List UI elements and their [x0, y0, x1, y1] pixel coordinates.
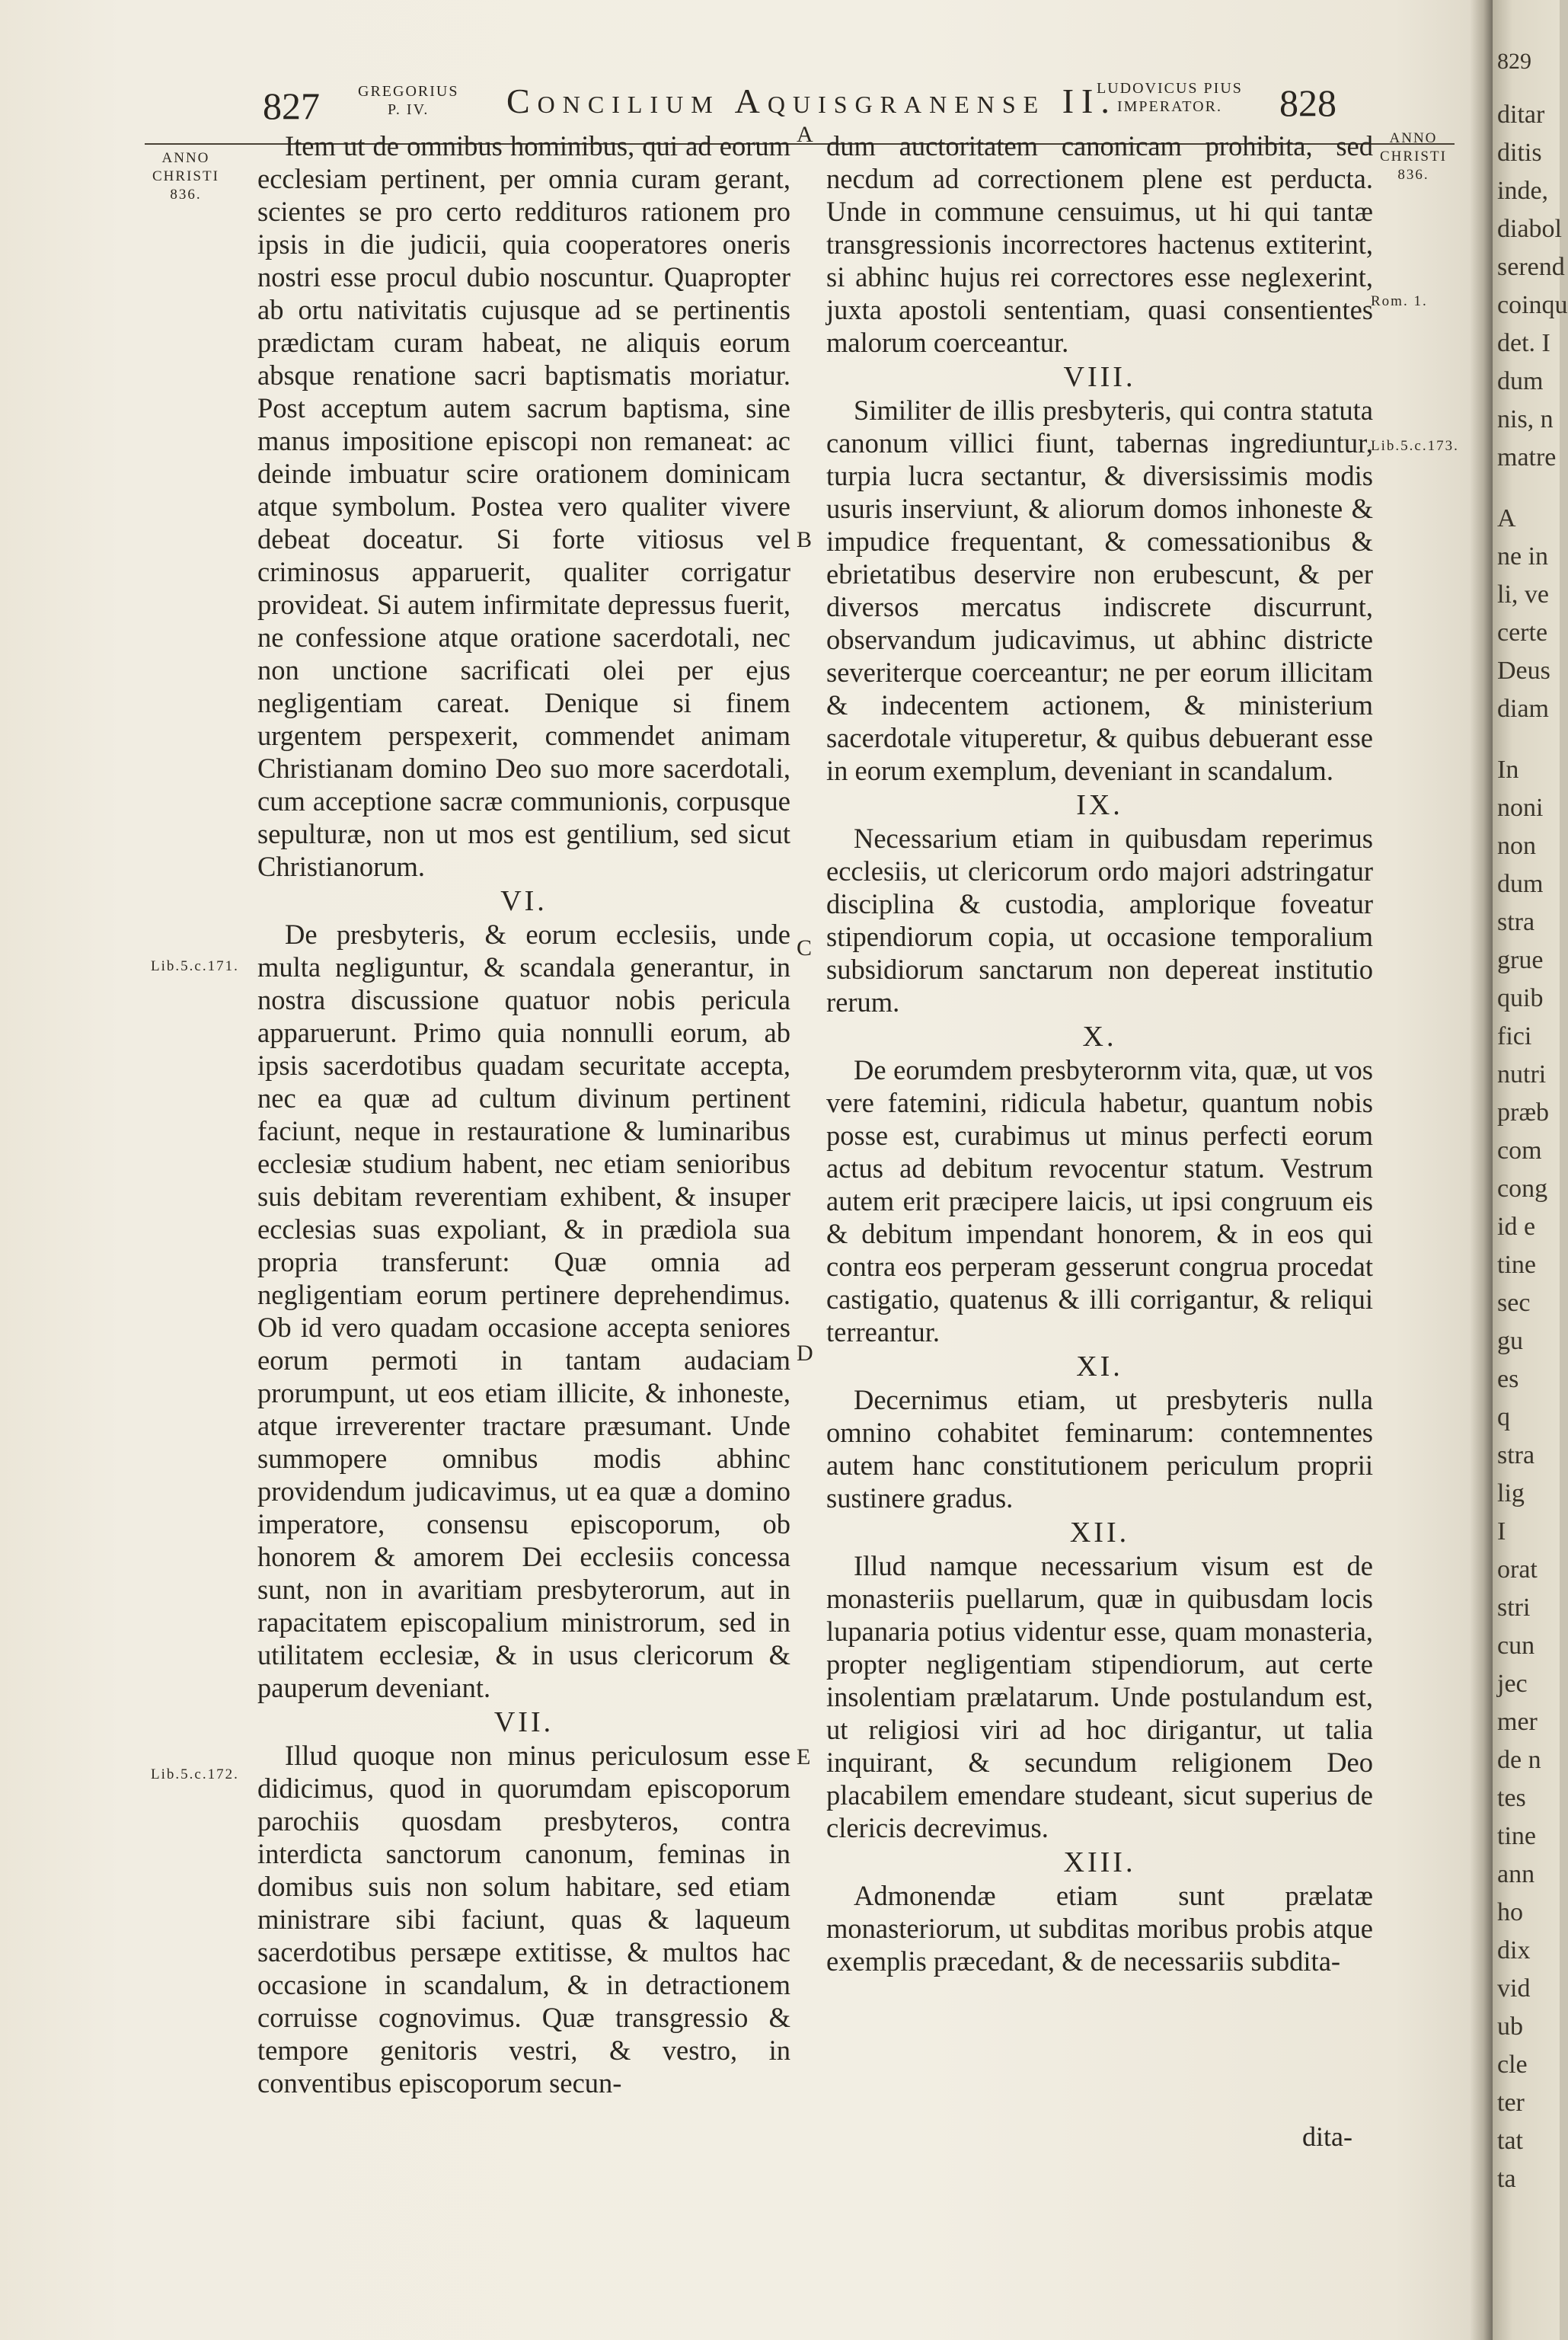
chapter-heading-vii: VII.	[493, 1706, 554, 1738]
header-emperor-title: IMPERATOR.	[1116, 98, 1222, 115]
margin-ref-lib173: Lib.5.c.173.	[1371, 438, 1459, 454]
next-page-fragment: ne in	[1497, 542, 1549, 571]
header-title: Concilium Aquisgranense II.	[506, 82, 1117, 120]
next-page-fragment: coinqu	[1497, 291, 1568, 319]
year-left-label: 836.	[170, 187, 202, 203]
next-page-fragment: orat	[1497, 1555, 1538, 1584]
next-page-fragment: tat	[1497, 2127, 1523, 2155]
header-pope-name: GREGORIUS	[358, 83, 459, 100]
book-gutter	[1470, 0, 1493, 2340]
section-letter-b: B	[797, 527, 813, 552]
next-page-fragment: præb	[1497, 1098, 1549, 1127]
next-page-fragment: mer	[1497, 1708, 1538, 1736]
paragraph-13: Admonendæ etiam sunt prælatæ monasteriorum, ut subditas moribus probis atque exemplis præcedant, & de necessariis subdita-	[826, 1880, 1373, 1977]
next-page-fragment: ann	[1497, 1860, 1535, 1888]
next-page-fragment: tes	[1497, 1784, 1526, 1812]
next-page-fragment: jec	[1497, 1670, 1528, 1698]
next-page-fragment: grue	[1497, 946, 1544, 974]
paragraph-9: Necessarium etiam in quibusdam reperimus ecclesiis, ut clericorum ordo majori adstringatur disciplina & custodia, amplorique foveatur stipendiorum copia, ut occasione temporalium subsidiorum sanctarum non depereat institutio rerum.	[826, 823, 1373, 1018]
next-page-fragment: certe	[1497, 619, 1548, 647]
next-page-fragment: lig	[1497, 1479, 1525, 1507]
next-page-fragment: nis, n	[1497, 405, 1554, 433]
christi-right-label: CHRISTI	[1380, 149, 1447, 165]
next-page-fragment: stri	[1497, 1594, 1531, 1622]
next-page-fragment: sec	[1497, 1289, 1531, 1317]
paragraph-10: De eorumdem presbyterornm vita, quæ, ut vos vere fatemini, ridicula habetur, quantum nobis posse est, curabimus ut minus perfecti eorum actus ad debitum revocentur statum. Vestrum autem erit præcipere laicis, ut ipsi congruum eis & debitum impendant honorem, & in eos qui contra eos perperam gesserunt congrua procedat castigatio, quatenus & illi corrigantur, & reliqui terreantur.	[826, 1054, 1373, 1347]
next-page-fragment: gu	[1497, 1327, 1523, 1355]
next-page-fragment: A	[1497, 504, 1516, 532]
paragraph-6: De presbyteris, & eorum ecclesiis, unde multa negliguntur, & scandala generantur, in nostra discussione quatuor nobis pericula apparuerunt. Primo quia nonnulli eorum, ab ipsis sacerdotibus quadam securitate accepta, nec ea quæ ad cultum divinum pertinent faciunt, neque in restauratione & luminaribus ecclesiæ studium habent, nec etiam senioribus suis debitam reverentiam exhibent, & insuper ecclesias suas expoliant, & in prædiola sua propria transferunt: Quæ omnia ad negligentiam eorum pertinere deprehendimus. Ob id vero quadam occasione accepta seniores eorum permoti in tantam audaciam prorumpunt, ut eos etiam illicite, & inhoneste, atque irreverenter tractare præsumant. Unde summopere omnibus modis abhinc providendum judicavimus, ut ea quæ a domino imperatore, consensu episcoporum, ob honorem & amorem Dei ecclesiis concessa sunt, non in avaritiam presbyterorum, aut in rapacitatem episcopalium ministrorum, sed in utilitatem ecclesiæ, & in usus clericorum & pauperum deveniant.	[257, 919, 790, 1703]
next-page-fragment: diam	[1497, 695, 1549, 723]
next-page-fragment: matre	[1497, 443, 1557, 472]
next-page-fragment: In	[1497, 756, 1519, 784]
chapter-heading-xi: XI.	[1076, 1351, 1123, 1383]
anno-christi-right	[1380, 129, 1447, 184]
section-letter-a: A	[797, 122, 813, 147]
next-page-fragment: dum	[1497, 367, 1544, 395]
next-page-number: 829	[1497, 49, 1531, 74]
left-text-column	[257, 129, 790, 2099]
anno-left-label: ANNO	[161, 150, 210, 166]
paragraph-8: Similiter de illis presbyteris, qui contra statuta canonum villici fiunt, tabernas ingrediuntur, turpia lucra sectantur, & diversissimis modis usuris inserviunt, & aliorum domos inhoneste & impudice frequentant, & comessationibus & ebrietatibus deservire non erubescunt, & per diversos mercatus indiscrete discurrunt, observandum judicavimus, ut abhinc districte severiterque coerceantur; ne per eorum illicitam & indecentem actionem, & ministerium sacerdotale vituperetur, & quibus debuerant esse in eorum exemplum, deveniant in scandalum.	[826, 395, 1373, 786]
next-page-fragment: ditis	[1497, 139, 1542, 167]
facing-page-edge	[1493, 0, 1568, 2340]
next-page-fragment: I	[1497, 1517, 1506, 1546]
next-page-fragment: stra	[1497, 1441, 1535, 1469]
chapter-heading-viii: VIII.	[1063, 361, 1136, 393]
anno-christi-left	[152, 149, 219, 204]
right-text-column	[826, 129, 1373, 1977]
margin-ref-lib171: Lib.5.c.171.	[151, 958, 239, 974]
paragraph-7-continued: dum auctoritatem canonicam prohibita, sed necdum ad correctionem plene est perducta. Unde in commune censuimus, ut hi qui tantæ transgressionis incorrectores hactenus extiterint, si abhinc hujus rei correctores esse neglexerint, juxta apostoli sententiam, quasi consentientes malorum coerceantur.	[826, 130, 1373, 358]
running-header	[0, 76, 1493, 137]
chapter-heading-xii: XII.	[1069, 1517, 1130, 1549]
header-pope-number: P. IV.	[388, 101, 430, 118]
next-page-fragment: noni	[1497, 794, 1544, 822]
next-page-fragment: det. I	[1497, 329, 1550, 357]
next-page-fragment: serend	[1497, 253, 1565, 281]
header-pope	[358, 82, 458, 119]
next-page-fragment: nutri	[1497, 1060, 1547, 1088]
year-right-label: 836.	[1397, 167, 1429, 183]
next-page-fragment: es	[1497, 1365, 1519, 1393]
header-emperor-name: LUDOVICUS PIUS	[1097, 80, 1243, 97]
page-number-left: 827	[263, 85, 320, 127]
next-page-fragment: ditar	[1497, 101, 1545, 129]
paragraph-7: Illud quoque non minus periculosum esse didicimus, quod in quorumdam episcoporum parochiis quosdam presbyteros, contra interdicta sanctorum canonum, feminas in domibus suis non solum habitare, sed etiam ministrare sibi faciunt, quas & laqueum sacerdotibus persæpe extitisse, & multos hac occasione in scandalum, & in detractionem corruisse cognovimus. Quæ transgressio & tempore genitoris vestri, & vestro, in conventibus episcoporum secun-	[257, 1740, 790, 2099]
next-page-fragment: ter	[1497, 2089, 1525, 2117]
next-page-fragment: tine	[1497, 1251, 1536, 1279]
anno-right-label: ANNO	[1389, 130, 1438, 146]
paragraph-12: Illud namque necessarium visum est de monasteriis puellarum, quæ in quibusdam locis lupanaria potius videntur esse, quam monasteria, propter negligentiam stipendiorum, aut certe insolentiam prælatarum. Unde postulandum est, ut religiosi viri ad hoc dirigantur, ut talia inquirant, & secundum religionem Deo placabilem emendare studeant, sicut superius de clericis decrevimus.	[826, 1550, 1373, 1843]
next-page-fragment: dum	[1497, 870, 1544, 898]
next-page-fragment: ho	[1497, 1898, 1523, 1926]
chapter-heading-ix: IX.	[1076, 789, 1123, 821]
chapter-heading-xiii: XIII.	[1063, 1846, 1136, 1878]
next-page-fragment: cun	[1497, 1632, 1535, 1660]
header-emperor	[1097, 79, 1243, 116]
next-page-fragment: fici	[1497, 1022, 1532, 1050]
next-page-fragment: tine	[1497, 1822, 1536, 1850]
section-letter-e: E	[797, 1744, 811, 1769]
chapter-heading-vi: VI.	[500, 885, 548, 917]
margin-ref-rom: Rom. 1.	[1371, 293, 1428, 309]
christi-left-label: CHRISTI	[152, 168, 219, 184]
next-page-fragment: ub	[1497, 2012, 1523, 2041]
paragraph-11: Decernimus etiam, ut presbyteris nulla omnino cohabitet feminarum: contemnentes autem hanc constitutionem periculum proprii sustinere gradus.	[826, 1384, 1373, 1514]
next-page-fragment: cle	[1497, 2051, 1528, 2079]
next-page-fragment: q	[1497, 1403, 1510, 1431]
next-page-fragment: id e	[1497, 1213, 1536, 1241]
next-page-fragment: stra	[1497, 908, 1535, 936]
next-page-fragment: quib	[1497, 984, 1544, 1012]
next-page-fragment: dix	[1497, 1936, 1531, 1964]
chapter-heading-x: X.	[1082, 1021, 1117, 1053]
next-page-fragment: diabol	[1497, 215, 1562, 243]
next-page-fragment: inde,	[1497, 177, 1549, 205]
margin-ref-lib172: Lib.5.c.172.	[151, 1766, 239, 1782]
next-page-fragment: ta	[1497, 2165, 1516, 2193]
next-page-fragment: li, ve	[1497, 580, 1549, 609]
section-letter-d: D	[797, 1341, 813, 1366]
catchword: dita-	[1302, 2121, 1352, 2152]
next-page-fragment: vid	[1497, 1974, 1531, 2003]
page-number-right: 828	[1279, 82, 1336, 124]
next-page-fragment: de n	[1497, 1746, 1541, 1774]
next-page-fragment: Deus	[1497, 657, 1550, 685]
section-letter-c: C	[797, 935, 813, 961]
paragraph-5: Item ut de omnibus hominibus, qui ad eorum ecclesiam pertinent, per omnia curam gerant, scientes se pro certo reddituros rationem pro ipsis in die judicii, quia cooperatores oneris nostri esse procul dubio noscuntur. Quapropter ab ortu nativitatis cujusque ad se pertinentis prædictam curam habeat, ne aliquis eorum absque renatione sacri baptismatis moriatur. Post acceptum autem sacrum baptisma, sine manus impositione episcopi non remaneat: ac deinde imbuatur scire orationem dominicam atque symbolum. Postea vero qualiter vivere debeat doceatur. Si forte vitiosus vel criminosus apparuerit, qualiter corrigatur provideat. Si autem infirmitate depressus fuerit, ne confessione atque oratione sacerdotali, nec non unctione sacrificati olei per ejus negligentiam careat. Denique si finem urgentem perspexerit, commendet animam Christianam domino Deo suo more sacerdotali, cum acceptione sacræ communionis, corpusque sepulturæ, non ut mos est gentilium, sed sicut Christianorum.	[257, 130, 790, 882]
next-page-fragment: com	[1497, 1136, 1542, 1165]
next-page-fragment: non	[1497, 832, 1536, 860]
next-page-fragment: cong	[1497, 1175, 1548, 1203]
